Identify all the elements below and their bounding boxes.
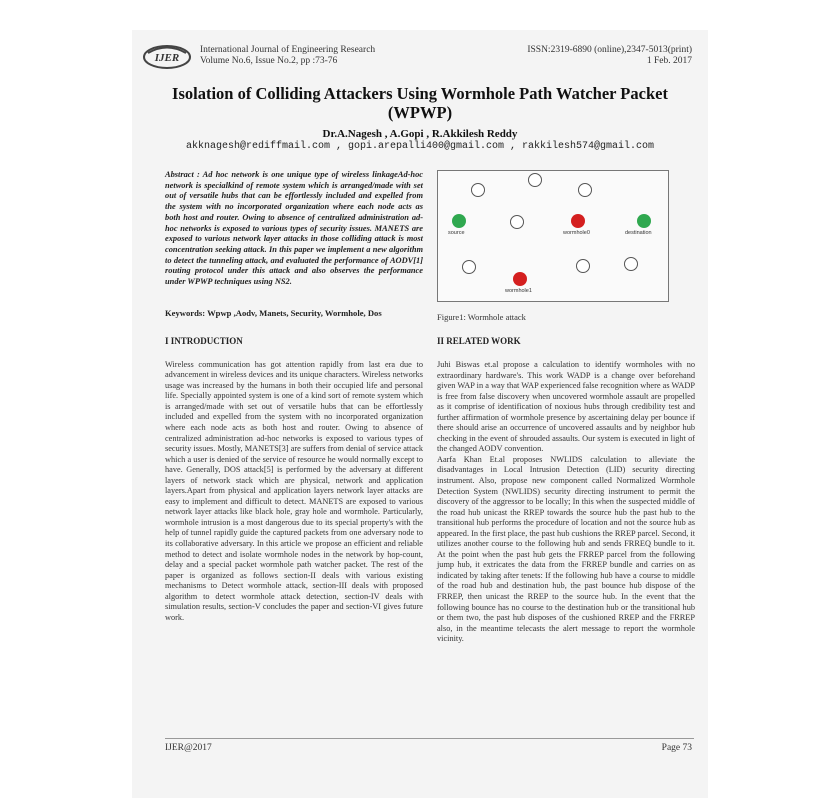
wormhole1-node <box>513 272 527 286</box>
destination-node <box>637 214 651 228</box>
source-node <box>452 214 466 228</box>
network-node <box>471 183 485 197</box>
wormhole0-label: wormhole0 <box>563 230 590 236</box>
left-column <box>165 170 423 623</box>
right-column <box>437 170 695 645</box>
destination-label: destination <box>625 230 652 236</box>
journal-header <box>200 45 375 67</box>
paper-title: Isolation of Colliding Attackers Using Wormhole Path Watcher Packet (WPWP) <box>172 84 668 122</box>
wormhole0-node <box>571 214 585 228</box>
paper-page <box>132 30 708 798</box>
wormhole-figure <box>437 170 669 302</box>
intro-heading: I INTRODUCTION <box>165 335 243 346</box>
paper-authors: Dr.A.Nagesh , A.Gopi , R.Akkilesh Reddy <box>322 128 518 140</box>
related-paragraph-1: Juhi Biswas et.al propose a calculation to identify wormholes with no extraordinary hardware's. This work WADP is a change over beforehand given WAP in a way that WAP experienced false recognition where as WADP is free from false discovery when uncovered wormhole assault are propelled as it comprise of identification of noxious hubs through credibility test and further affirmation of wormhole presence by ascertaining delay per bounce if there should arise an occurrence of uncovered assaults and by neighbor hub checking in the event of shrouded assaults. Our system is executed in light of the changed AODV convention. <box>437 360 695 454</box>
related-heading: II RELATED WORK <box>437 336 521 346</box>
logo-text: IJER <box>154 52 180 64</box>
footer-copyright: IJER@2017 <box>165 743 212 753</box>
publish-date: 1 Feb. 2017 <box>646 56 692 66</box>
wormhole1-label: wormhole1 <box>505 288 532 294</box>
network-node <box>576 259 590 273</box>
network-node <box>510 215 524 229</box>
issn-header <box>527 45 692 67</box>
network-node <box>624 257 638 271</box>
issn: ISSN:2319-6890 (online),2347-5013(print) <box>527 45 692 55</box>
keywords: Keywords: Wpwp ,Aodv, Manets, Security, Wormhole, Dos <box>165 307 382 318</box>
source-label: source <box>448 230 465 236</box>
figure-caption: Figure1: Wormhole attack <box>437 312 526 322</box>
intro-text: Wireless communication has got attention rapidly from last era due to advancement in wireless devices and its unique characters. Wireless networks usage was increased by the humans in both their occupied life and personal life. Specially appointed system is one of a kind sort of remote system which is arranged/made with set out of versatile hubs that can be effortlessly included and expelled from the system with no incorporated organization where each node acts as both host and router. Owing to absence of centralized administration ad-hoc networks is exposed to various types of security issues. Mostly, MANETS[3] are suffers from denial of service attack which a user is denied of the service of resource he would normally except to have. Generally, DOS attack[5] is performed by the adversary at different layers of network stack which are physical, network and application layers.Apart from physical and application layers network layer attacks are easy to implement and difficult to detect. MANETS are exposed to various network layer attacks like black hole, gray hole and wormhole. Particularly, wormhole intrusion is a most dangerous due to its special property's with the help of tunnel rapidly guide the captured packets from one adversary node to its collaborative adversary. In this article we propose an efficient and reliable method to detect and isolate wormhole nodes in the network by hop-count, delay and a special packet wormhole path watcher packet. The rest of the paper is organized as follows section-II deals with various existing mechanisms to Detect wormhole attack, section-III deals with proposed algorithm to detect wormhole attack detection, section-IV deals with simulation results, section-V concludes the paper and section-VI gives future work. <box>165 359 424 622</box>
journal-name: International Journal of Engineering Research <box>200 45 376 55</box>
footer-divider <box>165 738 694 739</box>
related-paragraph-2: Aarfa Khan Et.al proposes NWLIDS calculation to alleviate the disadvantages in Local Intrusion Detection (LID) security directing instrument. Also, propose new component called Normalized Wormhole Detection System (NWLIDS) security directing instrument to permit the discovery of the aggressor to be locally; In this when the suspected middle of the road hub unicast the RREP towards the source hub the past hub to the transitional hub performs the procedure of location and not the source hub as appeared. In the first place, the past hub cushions the RREP parcel. Second, it utilizes another course to the following hub and sends FRREQ bundle to it. At the point when the past hub gets the FRREP parcel from the following jump hub, it extricates the data from the FRREP bundle and carries on as indicated by taking after tenets: If the following hub have a course to middle of the road hub and destination hub, the past bounce hub dispose of the FRREP, then unicast the RREP to the source hub. In the event that the following bounce has no course to the destination hub or the transitional hub or them two, the past hub disposes of the cushioned RREP and the FRREP also, in the meantime telecasts the alert message to report the wormhole vicinity. <box>437 454 695 644</box>
page-number: Page 73 <box>661 743 692 753</box>
network-node <box>528 173 542 187</box>
network-node <box>462 260 476 274</box>
journal-volume: Volume No.6, Issue No.2, pp :73-76 <box>200 56 338 66</box>
journal-logo <box>142 44 192 70</box>
network-node <box>578 183 592 197</box>
author-emails: akknagesh@rediffmail.com , gopi.arepalli400@gmail.com , rakkilesh574@gmail.com <box>185 141 655 152</box>
abstract: Abstract : Ad hoc network is one unique type of wireless linkageAd-hoc network is specialkind of remote system which is arranged/made with set out of versatile hubs that can be effortlessly included and expelled from the system with no incorporated organization where each node acts as both host and router. Owing to absence of centralized administration ad-hoc networks is exposed to various types of security issues. MANETS are exposed to various network layer attacks in those colliding attack is most concentration seeking attack. In this paper we implement a new algorithm to detect the tunneling attack, and evaluated the performance of AODV[1] routing protocol under this attack and also observes the performance under WPWP techniques using NS2. <box>165 170 423 287</box>
